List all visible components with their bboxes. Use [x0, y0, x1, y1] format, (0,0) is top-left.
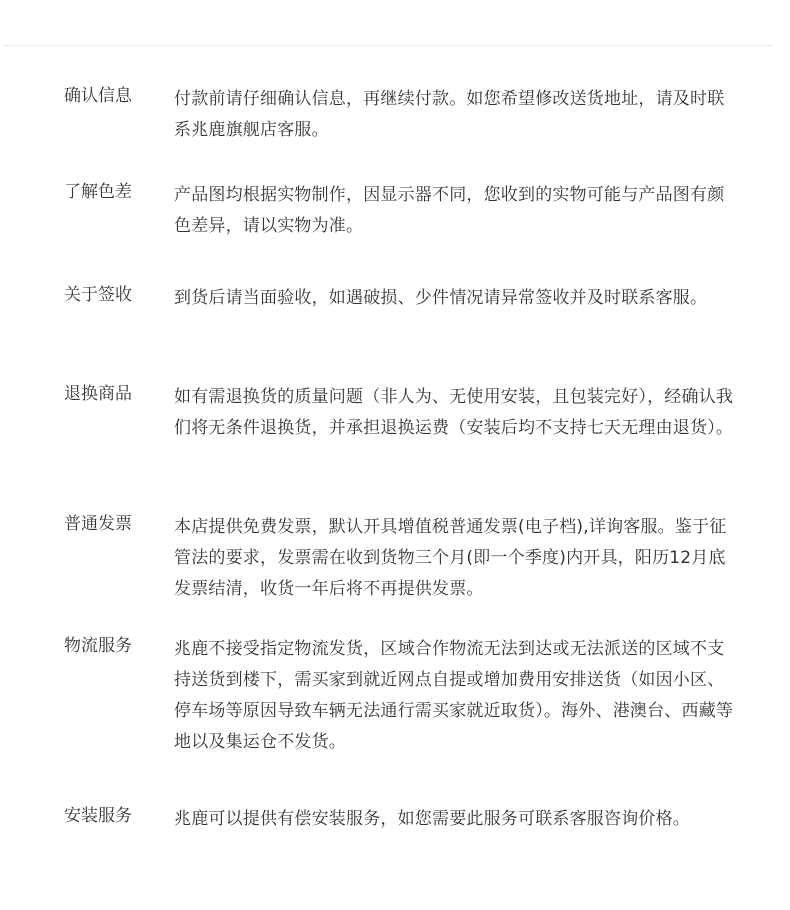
- notice-text: 兆鹿可以提供有偿安装服务，如您需要此服务可联系客服咨询价格。: [174, 809, 690, 829]
- notice-text: 付款前请仔细确认信息，再继续付款。如您希望修改送货地址，请及时联系兆鹿旗舰店客服。: [174, 89, 725, 140]
- notice-text: 产品图均根据实物制作，因显示器不同，您收到的实物可能与产品图有颜色差异，请以实物为准。: [174, 185, 725, 236]
- notice-label: 关于签收: [64, 285, 132, 305]
- notice-text: 本店提供免费发票，默认开具增值税普通发票(电子档),详询客服。鉴于征管法的要求，发票需在收到货物三个月(即一个季度)内开具，阳历12月底发票结清，收货一年后将不再提供发票。: [174, 517, 727, 599]
- notice-label: 安装服务: [64, 806, 132, 826]
- notice-text: 到货后请当面验收，如遇破损、少件情况请异常签收并及时联系客服。: [174, 288, 708, 308]
- notice-text: 如有需退换货的质量问题（非人为、无使用安装，且包装完好），经确认我们将无条件退换货，并承担退换运费（安装后均不支持七天无理由退货）。: [174, 387, 734, 438]
- notice-label: 普通发票: [64, 514, 132, 534]
- notice-text: 兆鹿不接受指定物流发货，区域合作物流无法到达或无法派送的区域不支持送货到楼下，需买家到就近网点自提或增加费用安排送货（如因小区、停车场等原因导致车辆无法通行需买家就近取货）。海外、港澳台、西藏等地以及集运仓不发货。: [174, 639, 734, 752]
- notice-label: 退换商品: [64, 384, 132, 404]
- notice-label: 了解色差: [64, 182, 132, 202]
- notice-label: 确认信息: [64, 86, 132, 106]
- notice-label: 物流服务: [64, 636, 132, 656]
